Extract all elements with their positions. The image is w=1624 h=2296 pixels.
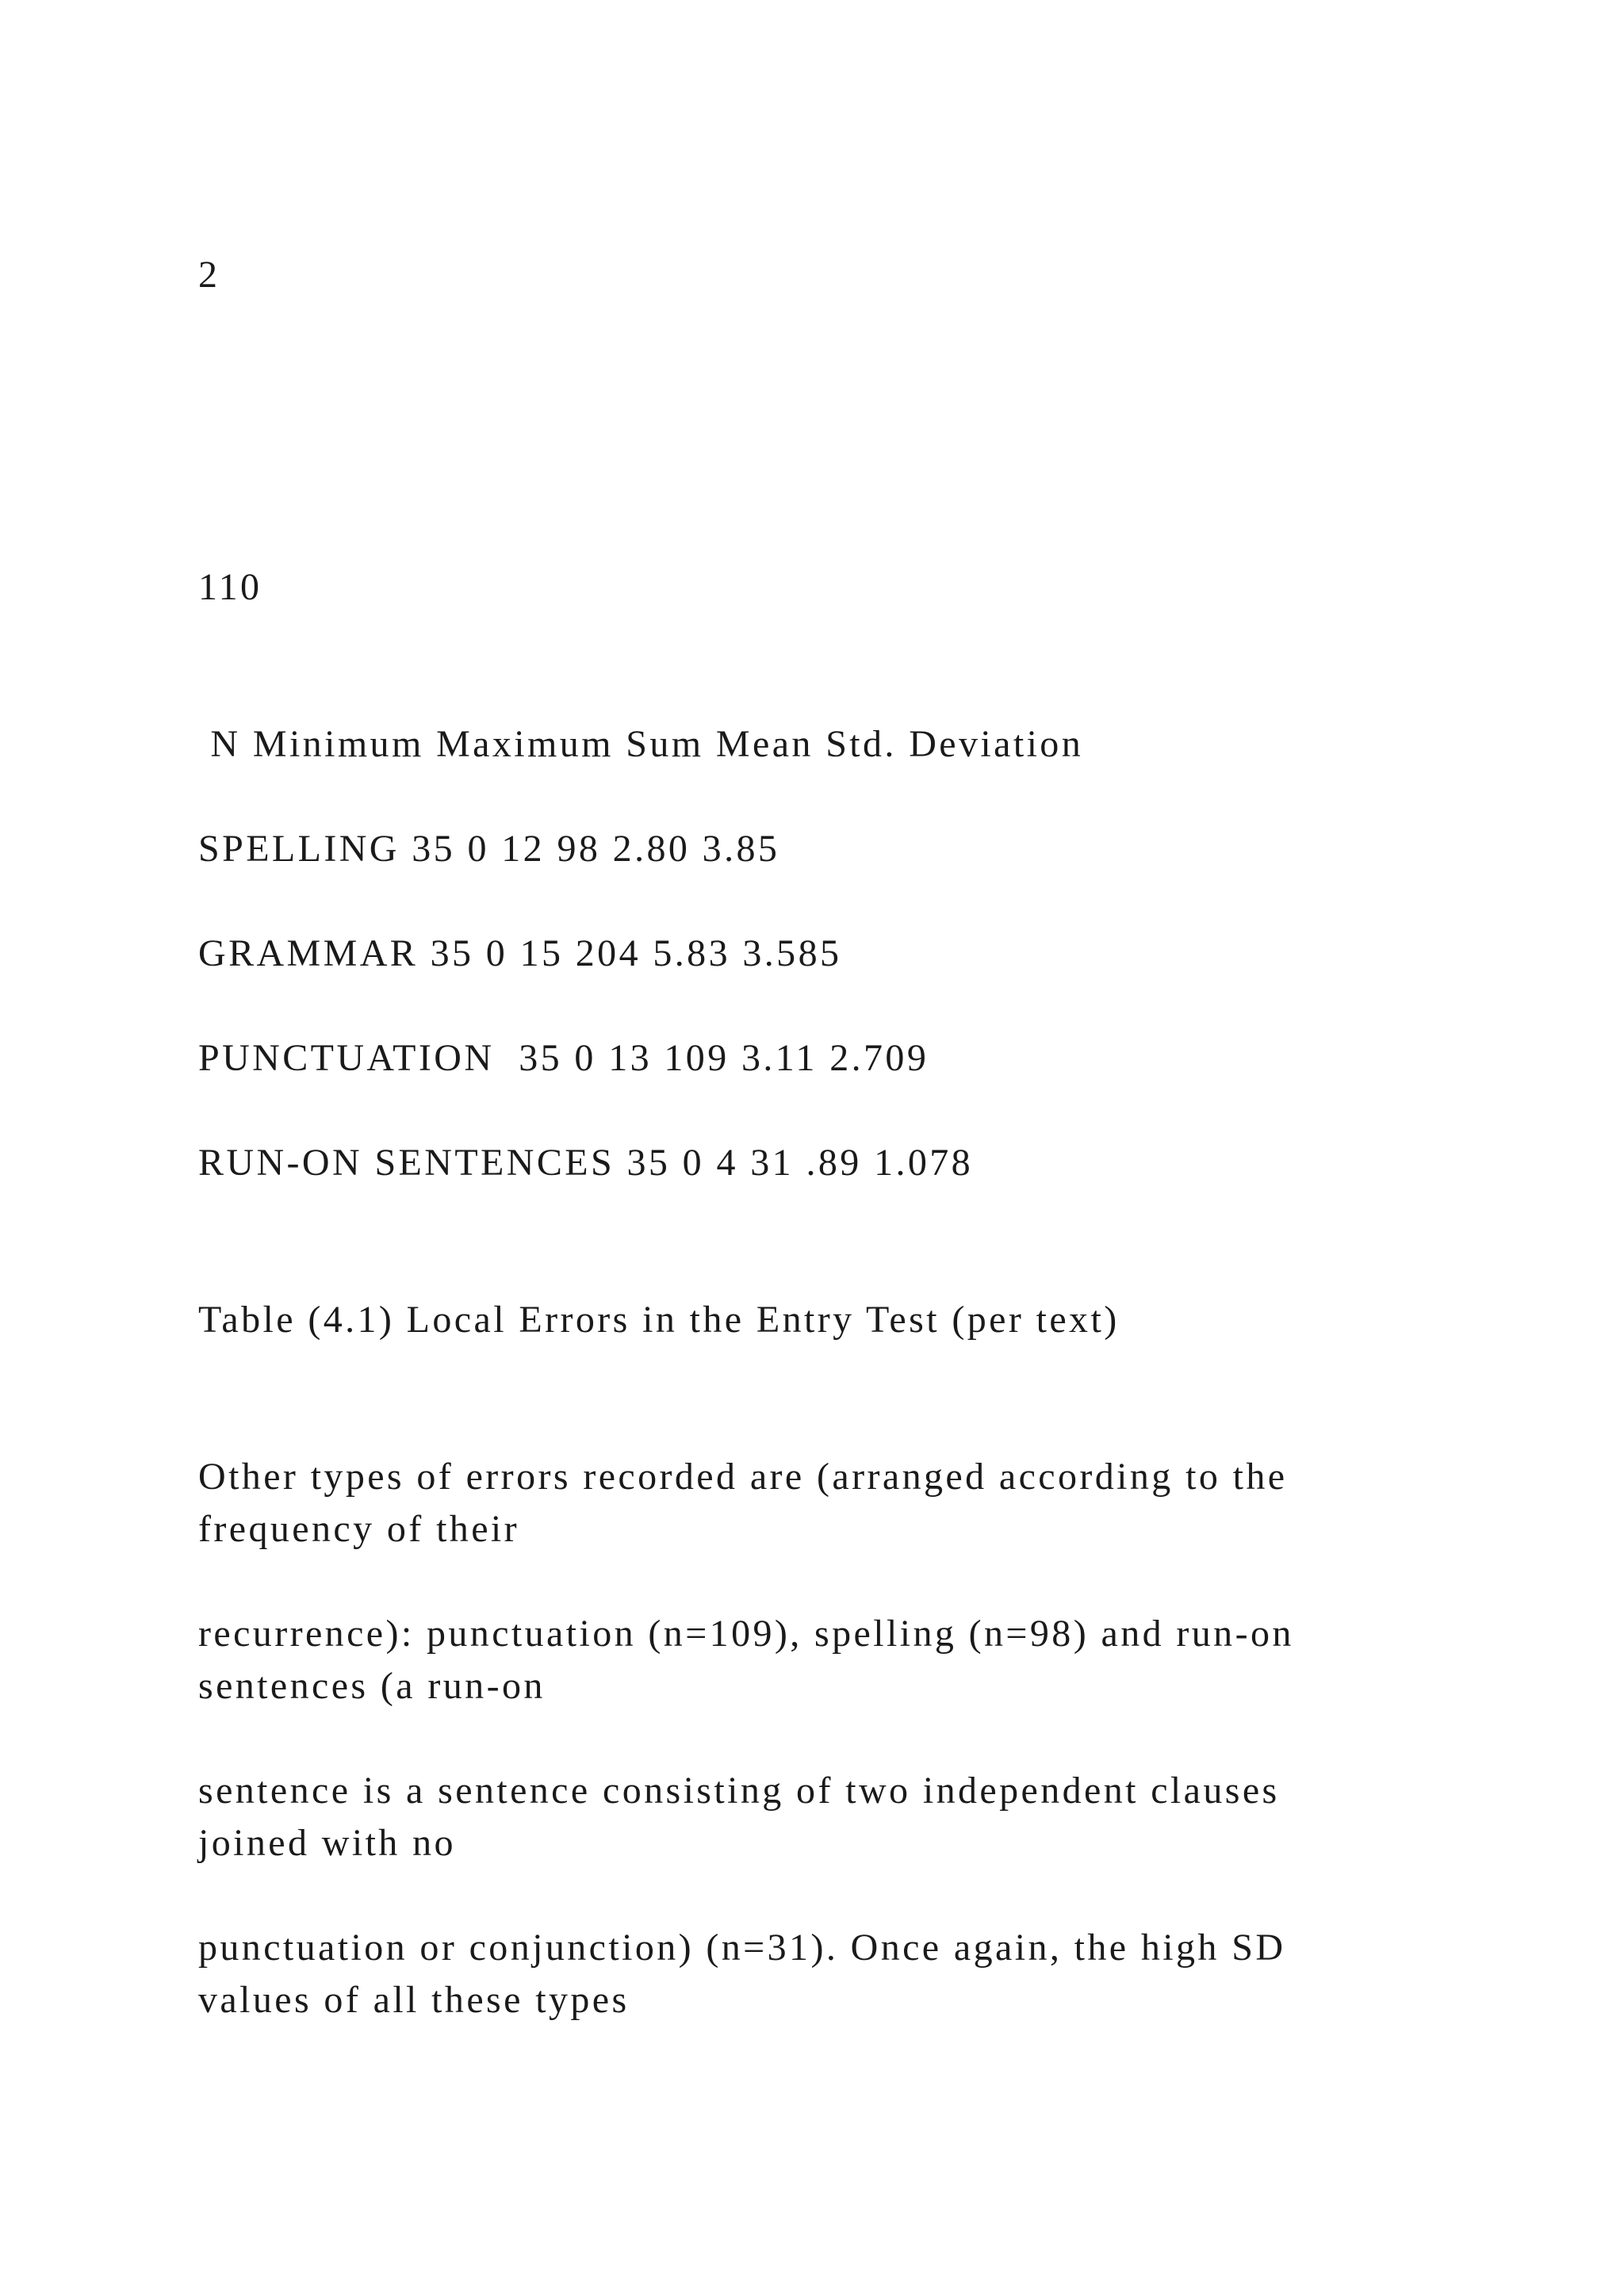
paragraph-2-line-1: recurrence): punctuation (n=109), spelling (n=98) and run-on	[198, 1613, 1294, 1655]
paragraph-2	[198, 1608, 1435, 1712]
paragraph-1	[198, 1451, 1435, 1556]
paragraph-3	[198, 1765, 1435, 1869]
table-row-grammar: GRAMMAR 35 0 15 204 5.83 3.585	[198, 932, 842, 974]
paragraph-4	[198, 1922, 1435, 2026]
table-header: N Minimum Maximum Sum Mean Std. Deviation	[198, 723, 1084, 765]
paragraph-2-line-2: sentences (a run-on	[198, 1665, 546, 1707]
table-row-run-on: RUN-ON SENTENCES 35 0 4 31 .89 1.078	[198, 1142, 974, 1184]
paragraph-3-line-2: joined with no	[198, 1822, 456, 1864]
marker-number: 110	[198, 566, 262, 608]
paragraph-1-line-1: Other types of errors recorded are (arranged according to the	[198, 1456, 1288, 1498]
page-number: 2	[198, 254, 220, 296]
paragraph-4-line-1: punctuation or conjunction) (n=31). Once again, the high SD	[198, 1927, 1286, 1969]
paragraph-3-line-1: sentence is a sentence consisting of two independent clauses	[198, 1770, 1280, 1812]
table-caption: Table (4.1) Local Errors in the Entry Test (per text)	[198, 1299, 1120, 1341]
table-row-punctuation: PUNCTUATION 35 0 13 109 3.11 2.709	[198, 1037, 929, 1079]
paragraph-4-line-2: values of all these types	[198, 1979, 630, 2021]
table-row-spelling: SPELLING 35 0 12 98 2.80 3.85	[198, 828, 780, 870]
paragraph-1-line-2: frequency of their	[198, 1508, 520, 1550]
